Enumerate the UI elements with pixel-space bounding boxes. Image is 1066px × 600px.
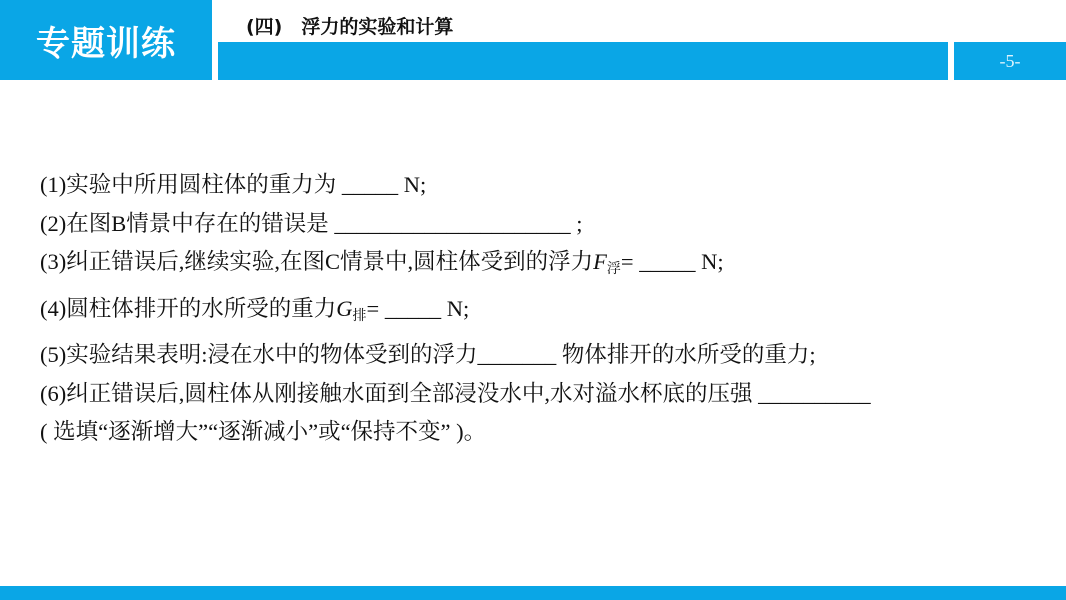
question-1: (1)实验中所用圆柱体的重力为 _____ N; xyxy=(40,172,427,197)
force-subscript: 浮 xyxy=(606,262,621,277)
question-6: (6)纠正错误后,圆柱体从刚接触水面到全部浸没水中,水对溢水杯底的压强 __________ xyxy=(40,380,871,406)
question-4-text: (4)圆柱体排开的水所受的重力 xyxy=(40,295,337,321)
page-number: -5- xyxy=(954,42,1066,80)
force-variable: F xyxy=(593,249,607,274)
question-3-text: (3)纠正错误后,继续实验,在图C情景中,圆柱体受到的浮力 xyxy=(40,249,594,274)
question-6-options: ( 选填“逐渐增大”“逐渐减小”或“保持不变” )。 xyxy=(40,419,487,444)
question-3 xyxy=(40,243,1050,290)
question-3-blank: = _____ N; xyxy=(620,249,724,274)
question-2: (2)在图B情景中存在的错误是 _____________________ ; xyxy=(40,210,583,236)
header-bar xyxy=(218,42,948,80)
weight-variable: G xyxy=(336,295,353,321)
question-4 xyxy=(40,290,1050,337)
question-4-blank: = _____ N; xyxy=(366,295,470,321)
page-title: (四) 浮力的实验和计算 xyxy=(246,16,454,38)
question-5: (5)实验结果表明:浸在水中的物体受到的浮力_______ 物体排开的水所受的重力; xyxy=(40,342,816,367)
footer-bar xyxy=(0,586,1066,600)
section-badge: 专题训练 xyxy=(0,0,212,80)
weight-subscript: 排 xyxy=(352,308,367,324)
question-list xyxy=(40,166,1050,452)
